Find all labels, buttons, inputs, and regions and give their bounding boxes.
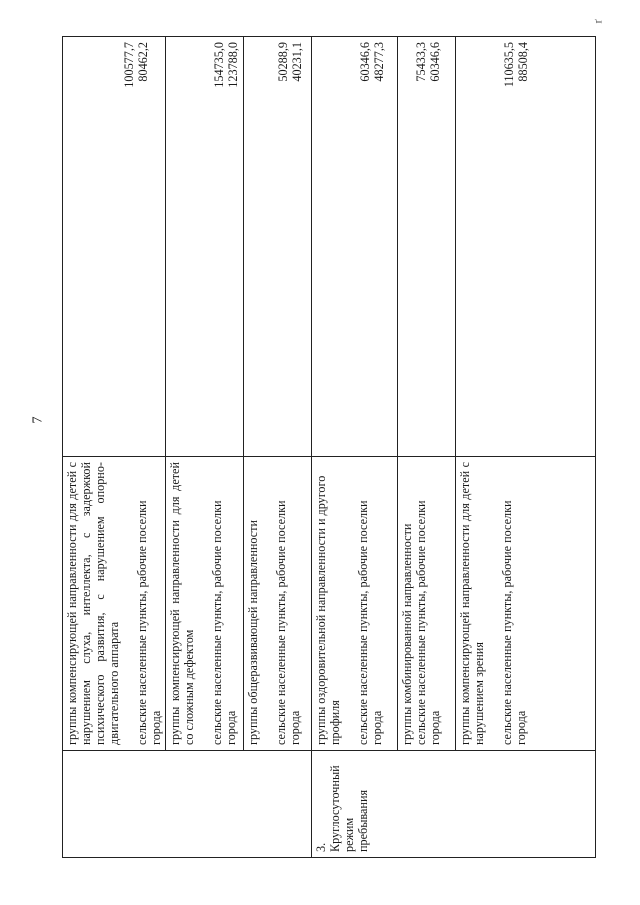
value-city: 123788,0 bbox=[226, 42, 240, 88]
value-rural: 50288,9 bbox=[276, 42, 290, 82]
value-city: 48277,3 bbox=[372, 42, 386, 82]
table-row bbox=[398, 37, 456, 858]
corner-mark: ґ bbox=[590, 19, 605, 24]
value-rural: 154735,0 bbox=[212, 42, 226, 88]
value-cell bbox=[312, 37, 398, 457]
value-cell bbox=[63, 37, 166, 457]
category-cell bbox=[398, 457, 456, 751]
rates-table bbox=[62, 36, 596, 858]
page-number: 7 bbox=[30, 416, 46, 424]
category-heading: группы оздоровительной направленности и другого профиля bbox=[314, 475, 342, 745]
category-heading: группы комбинированной направленности bbox=[400, 523, 414, 745]
place-city: города bbox=[224, 710, 238, 745]
value-rural: 100577,7 bbox=[122, 42, 136, 88]
place-city: города bbox=[149, 710, 163, 745]
category-heading: группы общеразвивающей направленности bbox=[246, 519, 260, 745]
category-heading: группы компенсирующей направленности для детей с нарушением слуха, интеллекта, с задержкой психического развития, с нарушением опорно-двигательного аппарата bbox=[65, 462, 121, 745]
category-heading: группы компенсирующей направленности для детей со сложным дефектом bbox=[168, 462, 196, 745]
table-row bbox=[244, 37, 312, 858]
value-city: 60346,6 bbox=[428, 42, 442, 82]
place-city: города bbox=[514, 710, 528, 745]
category-cell bbox=[166, 457, 244, 751]
place-city: города bbox=[288, 710, 302, 745]
value-cell bbox=[166, 37, 244, 457]
place-rural: сельские населенные пункты, рабочие поселки bbox=[274, 500, 288, 745]
value-rural: 60346,6 bbox=[358, 42, 372, 82]
category-cell bbox=[244, 457, 312, 751]
category-cell bbox=[63, 457, 166, 751]
section-cell bbox=[312, 751, 596, 858]
section-cell bbox=[63, 751, 312, 858]
table-row bbox=[312, 37, 398, 858]
table-row bbox=[63, 37, 166, 858]
place-rural: сельские населенные пункты, рабочие поселки bbox=[210, 500, 224, 745]
category-cell bbox=[456, 457, 596, 751]
place-rural: сельские населенные пункты, рабочие поселки bbox=[135, 500, 149, 745]
place-city: города bbox=[370, 710, 384, 745]
table-row bbox=[456, 37, 596, 858]
category-cell bbox=[312, 457, 398, 751]
category-heading: группы компенсирующей направленности для детей с нарушением зрения bbox=[458, 462, 486, 745]
value-cell bbox=[456, 37, 596, 457]
place-rural: сельские населенные пункты, рабочие поселки bbox=[500, 500, 514, 745]
rotated-table-wrapper bbox=[62, 36, 584, 858]
place-city: города bbox=[428, 710, 442, 745]
place-rural: сельские населенные пункты, рабочие поселки bbox=[356, 500, 370, 745]
section-label: 3. Круглосуточный режим пребывания bbox=[314, 765, 370, 852]
value-city: 88508,4 bbox=[516, 42, 530, 82]
value-city: 80462,2 bbox=[136, 42, 150, 82]
value-rural: 75433,3 bbox=[414, 42, 428, 82]
value-rural: 110635,5 bbox=[502, 42, 516, 88]
table-row bbox=[166, 37, 244, 858]
value-city: 40231,1 bbox=[290, 42, 304, 82]
place-rural: сельские населенные пункты, рабочие поселки bbox=[414, 500, 428, 745]
value-cell bbox=[244, 37, 312, 457]
value-cell bbox=[398, 37, 456, 457]
